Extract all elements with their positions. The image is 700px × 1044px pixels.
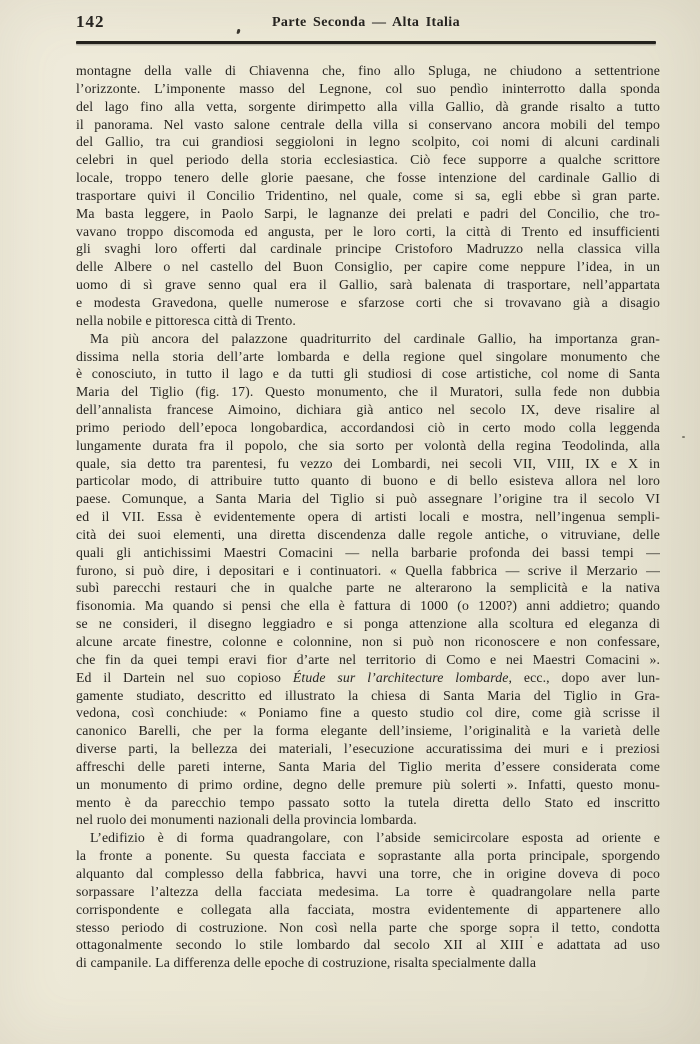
italic-book-title: Étude sur l’architecture lombarde xyxy=(292,669,509,685)
text-line: l’orizzonte. L’imponente masso del Legnone, col suo pendìo ininterrotto dalla sponda xyxy=(76,80,660,96)
text-line: quali gli antichissimi Maestri Comacini — nella barbarie profonda dei bassi tempi — xyxy=(76,544,660,560)
text-line: sorpassare l’altezza della facciata medesima. La torre è quadrangolare nella parte xyxy=(76,883,660,899)
text-line: quale, sia detto tra parentesi, fu vezzo dei Lombardi, nei secoli VII, VIII, IX e X in xyxy=(76,455,660,471)
page-header xyxy=(76,12,656,38)
running-title: Parte Seconda — Alta Italia xyxy=(271,15,460,30)
text-line: trasportare quivi il Concilio Tridentino, nel quale, come si sa, egli ebbe sì gran parte. xyxy=(76,187,660,203)
text-line: del lago fino alla vetta, sorgente dirimpetto alla villa Gallio, dà grande risalto a tutto xyxy=(76,98,660,114)
text-line: è conosciuto, in tutto il lago e da tutti gli studiosi di cose artistiche, col nome di Santa xyxy=(76,366,660,382)
text-line: mento è da parecchio tempo passato sotto la tutela diretta dello Stato ed inscritto xyxy=(76,794,660,810)
header-rule xyxy=(76,41,656,44)
text-line: stesso periodo di costruzione. Non così nella parte che sporge sopra il tetto, condotta xyxy=(76,919,660,935)
text-line: subì parecchi restauri che in qualche parte ne alterarono la semplicità e la nativa xyxy=(76,580,660,596)
text-line: dell’annalista francese Aimoino, dichiara già antico nel secolo IX, deve risalire al xyxy=(76,402,660,418)
text-line: alquanto dal complesso della fabbrica, havvi una torre, che in origine doveva di poco xyxy=(76,865,660,881)
text-line: primo periodo dell’epoca longobardica, accordandosi ciò in certo modo colla leggenda xyxy=(76,419,660,435)
text-line: paese. Comunque, a Santa Maria del Tiglio si può assegnare l’origine tra il secolo VI xyxy=(76,491,660,507)
text-line: vavano troppo discomoda ed angusta, per le loro corti, la città di Trento ed insufficienti xyxy=(76,223,660,239)
text-line: celebri in quel periodo della storia ecclesiastica. Ciò fece supporre a qualche scrittore xyxy=(76,152,660,168)
text-line: un monumento di primo ordine, degno delle premure più solerti ». Infatti, questo monu- xyxy=(76,776,660,792)
text-line: diverse parti, la bellezza dei materiali, l’esecuzione accuratissima dei muri e i preziosi xyxy=(76,741,660,757)
text-line: alcune arcate finestre, colonne e colonnine, non si può non riconoscere e non confessare, xyxy=(76,634,660,649)
text-line: montagne della valle di Chiavenna che, fino allo Spluga, ne chiudono a settentrione xyxy=(76,63,660,78)
text-line: ottagonalmente secondo lo stile lombardo dal secolo XII al XIII e adattata ad uso xyxy=(76,937,660,953)
text-line: delle Albere o nel castello del Buon Consiglio, per capire come neppure l’idea, in un xyxy=(76,259,660,275)
text-line: del Gallio, tra cui grandiosi seggioloni in legno scolpito, coi nomi di alcuni cardinali xyxy=(76,134,660,150)
text-line: che fin da quei tempi eravi fior d’arte nel territorio di Como e nei Maestri Comacini ». xyxy=(76,651,660,667)
text-line: la fronte a ponente. Su questa facciata e soprastante alla porta principale, sporgendo xyxy=(76,848,660,864)
text-line xyxy=(76,669,660,687)
text-line: lungamente durata fra il popolo, che sia sorto per volontà della regina Teodolinda, alla xyxy=(76,437,660,453)
text-line: ed il VII. Essa è evidentemente opera di artisti locali e mostra, nell’ingenua sempli- xyxy=(76,509,660,525)
text-line: il panorama. Nel vasto salone centrale della villa si conservano ancora mobili del tempo xyxy=(76,116,660,132)
text-segment: Ed il Dartein nel suo copioso xyxy=(76,669,293,685)
text-segment: , ecc., dopo aver lun- xyxy=(508,669,661,685)
text-line: di campanile. La differenza delle epoche di costruzione, risalta specialmente dalla xyxy=(76,955,537,971)
text-line: vedona, così conchiude: « Poniamo fine a questo studio col dire, come già scrisse il xyxy=(76,705,660,721)
text-line: gamente studiato, descritto ed illustrato la chiesa di Santa Maria del Tiglio in Gra- xyxy=(76,687,660,703)
text-line: L’edifizio è di forma quadrangolare, con l’abside semicircolare esposta ad oriente e xyxy=(90,830,660,846)
text-line: locale, troppo tenero delle glorie paesane, che fosse intenzione del cardinale Gallio di xyxy=(76,170,660,186)
text-line: canonico Barelli, che per la forma elegante dell’insieme, l’originalità e la varietà delle xyxy=(76,723,660,739)
page-number: 142 xyxy=(76,12,105,31)
text-line: corrispondente e collegata alla facciata, mostra evidentemente di appartenere allo xyxy=(76,901,660,917)
text-line: Maria del Tiglio (fig. 17). Questo monumento, che il Muratori, sulla fede non dubbia xyxy=(76,384,660,400)
text-line: Ma basta leggere, in Paolo Sarpi, le lagnanze dei prelati e padri del Concilio, che tro- xyxy=(76,205,660,221)
text-line: furono, si può dire, i depositari e i continuatori. « Quella fabbrica — scrive il Merzario — xyxy=(76,562,660,578)
text-line: dissima nella storia dell’arte lombarda e della regione quel singolare monumento che xyxy=(76,348,660,364)
text-line: particolar modo, di attribuire tutto quanto di buono e di bello esisteva allora nel loro xyxy=(76,473,660,489)
text-line: gli svaghi loro offerti dal cardinale principe Cristoforo Madruzzo nella classica villa xyxy=(76,241,660,257)
text-line: affreschi delle pareti interne, Santa Maria del Tiglio merita d’essere considerata come xyxy=(76,758,660,774)
text-line: nel ruolo dei monumenti nazionali della provincia lombarda. xyxy=(76,812,417,828)
text-line: uomo di sì grave senno qual era il Gallio, sarà balenata di trasportare, nell’appartata xyxy=(76,277,660,293)
text-line: Ma più ancora del palazzone quadriturrito del cardinale Gallio, ha importanza gran- xyxy=(90,330,660,346)
scan-speck xyxy=(682,436,685,438)
text-column xyxy=(76,62,660,972)
text-line: fisonomia. Ma quando si pensi che ella è fattura di 1000 (o 1200?) anni addietro; quando xyxy=(76,598,660,614)
text-line: e modesta Gravedona, quelle numerose e sfarzose corti che si trovavano già a disagio xyxy=(76,294,660,310)
text-line: nella nobile e pittoresca città di Trento. xyxy=(76,312,296,328)
text-line: cità dei suoi elementi, una diretta discendenza dalle regole antiche, o vitruviane, delle xyxy=(76,526,660,542)
text-line: se ne consideri, il disegno leggiadro e si ponga attenzione alla scoltura ed eleganza di xyxy=(76,616,660,632)
